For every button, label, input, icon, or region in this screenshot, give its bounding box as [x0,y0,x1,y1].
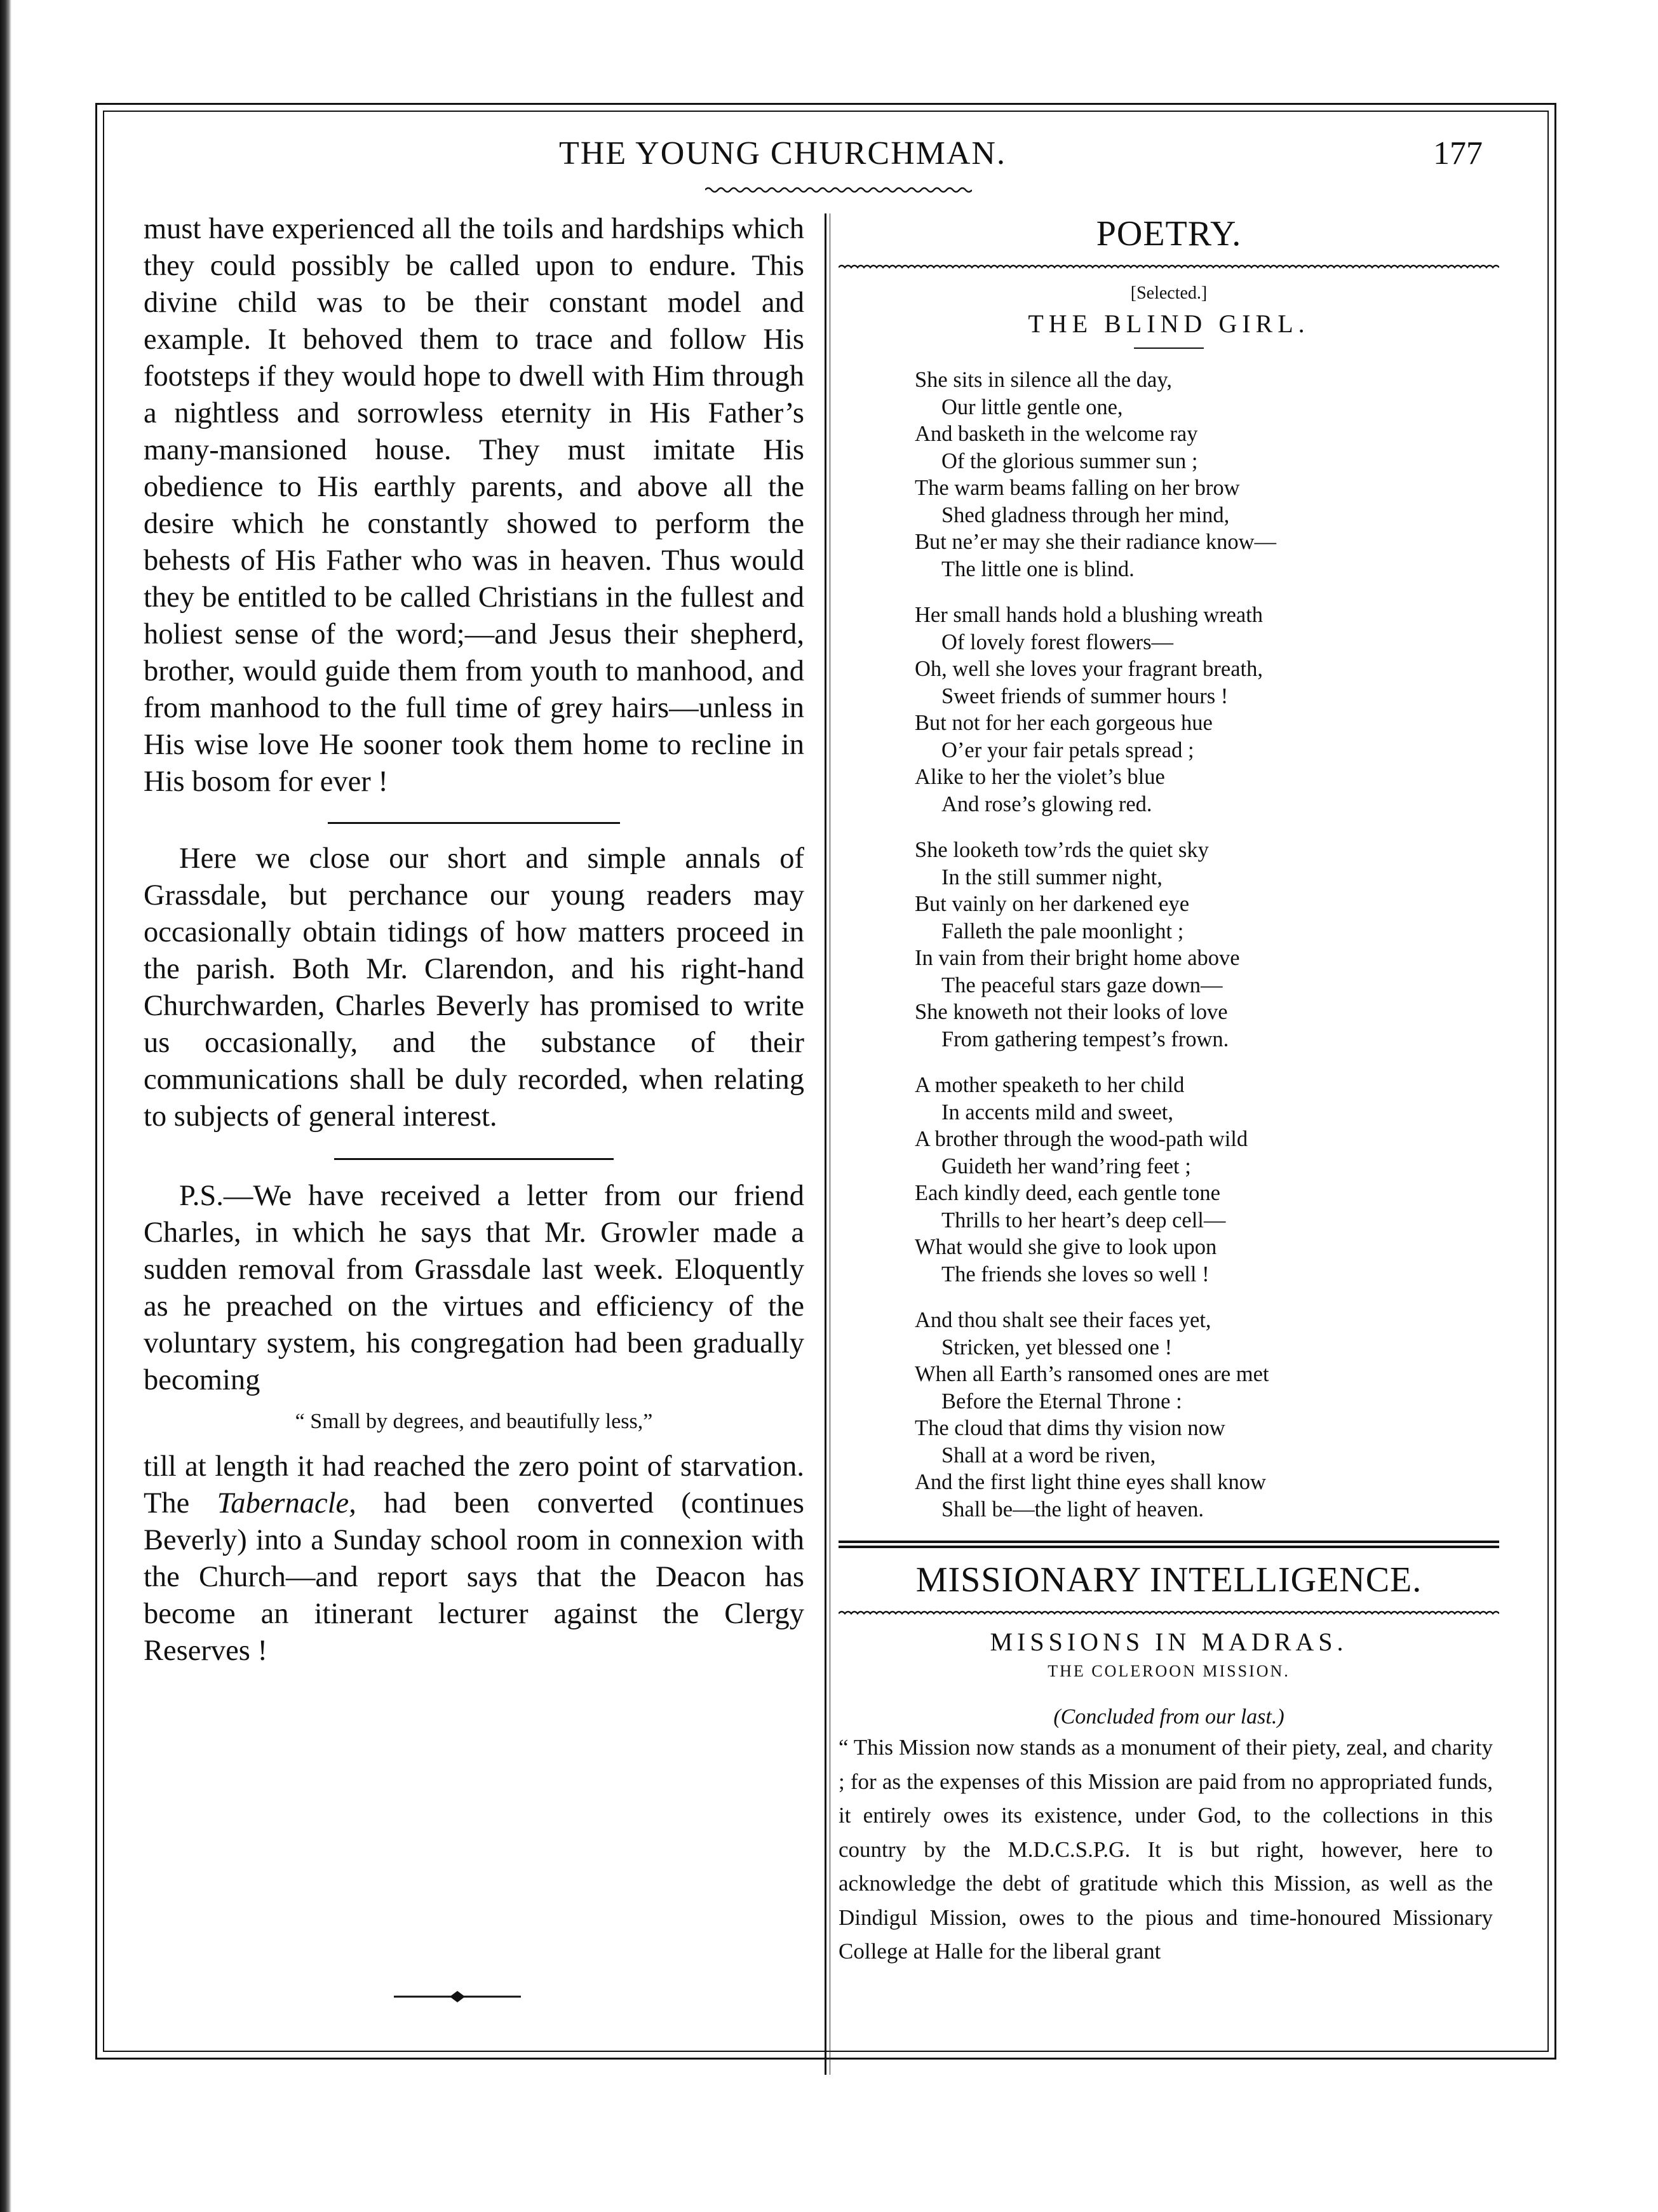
poem-line: She knoweth not their looks of love [915,1000,1228,1024]
poem-body [915,367,1499,1523]
poem-line: Falleth the pale moonlight ; [941,919,1184,943]
poem-line: In vain from their bright home above [915,946,1240,970]
missionary-heading: MISSIONARY INTELLIGENCE. [915,1560,1422,1600]
quotation: “ Small by degrees, and beautifully less,” [295,1410,653,1433]
poem-line: Thrills to her heart’s deep cell— [941,1208,1226,1232]
poem-line: But vainly on her darkened eye [915,892,1190,916]
poem-line: And the first light thine eyes shall know [915,1470,1266,1494]
scan-edge [0,0,11,2212]
poem-line: The friends she loves so well ! [941,1262,1210,1286]
poem-line: Of lovely forest flowers— [941,630,1174,654]
poem-title-rule [1134,347,1204,349]
end-ornament [394,1987,521,2006]
poem-line: Shed gladness through her mind, [941,502,1230,527]
mission-paragraph: “ This Mission now stands as a monument of their piety, zeal, and charity ; for as the expenses of this Mission are paid from no appropriated funds, it entirely owes its existence, under God, to the collections in this country by the M.D.C.S.P.G. It is but right, however, here to acknowledge the debt of gratitude which this Mission, as well as the Dindigul Mission, owes to the pious and time-honoured Missionary College at Halle for the liberal grant [839,1735,1493,1964]
poem-line: And thou shalt see their faces yet, [915,1308,1211,1332]
postscript-paragraph: P.S.—We have received a letter from our friend Charles, in which he says that Mr. Growler made a sudden removal from Grassdale last week. Eloquently as he preached on the virtues and efficiency of the voluntary system, his congregation had been gradually becoming [144,1180,804,1396]
article-paragraph-2: Here we close our short and simple annals of Grassdale, but perchance our young readers may occasionally obtain tidings of how matters proceed in the parish. Both Mr. Clarendon, and his right-hand Churchwarden, Charles Beverly has promised to write us occasionally, and the substance of their communications shall be duly recorded, when relating to subjects of general interest. [144,842,804,1133]
poem-line: A mother speaketh to her child [915,1073,1185,1097]
poem-line: Stricken, yet blessed one ! [941,1335,1173,1359]
poem-line: She looketh tow’rds the quiet sky [915,838,1209,862]
mission-subtitle: THE COLEROON MISSION. [1048,1662,1290,1680]
poem-line: Shall at a word be riven, [941,1443,1156,1467]
postscript-continuation [144,1448,804,1669]
poem-line: Sweet friends of summer hours ! [941,684,1229,708]
poem-stanza-3 [915,837,1499,1053]
concluded-note: (Concluded from our last.) [1053,1705,1284,1729]
poem-line: The cloud that dims thy vision now [915,1416,1225,1440]
missions-title: MISSIONS IN MADRAS. [990,1628,1348,1656]
missionary-wavy-rule [839,1609,1499,1618]
poem-line: Oh, well she loves your fragrant breath, [915,657,1263,681]
section-rule [328,822,620,824]
poem-line: Each kindly deed, each gentle tone [915,1181,1220,1205]
selected-label: [Selected.] [1130,283,1208,303]
poetry-heading: POETRY. [1096,214,1242,253]
poem-line: The warm beams falling on her brow [915,476,1240,500]
poem-line: But not for her each gorgeous hue [915,711,1213,735]
continuation-text-end: had been converted (continues Beverly) into a Sunday school room in connexion with the Church—and report says that the Deacon has become an itinerant lecturer against the Clergy Reserves ! [144,1487,805,1667]
poem-line: But ne’er may she their radiance know— [915,530,1277,554]
poem-stanza-2 [915,602,1499,818]
poem-line: In the still summer night, [941,865,1163,889]
running-head-title: THE YOUNG CHURCHMAN. [559,135,1006,172]
poem-line: Guideth her wand’ring feet ; [941,1154,1191,1178]
poem-line: Before the Eternal Throne : [941,1389,1182,1413]
continuation-text: till at length it had reached the zero point of starvation. The [144,1450,804,1520]
section-double-rule [839,1541,1499,1548]
poem-line: And basketh in the welcome ray [915,422,1198,446]
poem-line: What would she give to look upon [915,1235,1217,1259]
poem-line: Alike to her the violet’s blue [915,765,1165,789]
poem-line: Of the glorious summer sun ; [941,448,1198,473]
column-divider [825,213,826,2075]
poem-line: The peaceful stars gaze down— [941,973,1223,997]
poem-line: O’er your fair petals spread ; [941,738,1194,762]
page-number: 177 [1433,135,1483,172]
poem-line: A brother through the wood-path wild [915,1127,1248,1151]
header-wavy-rule [705,185,972,194]
section-rule [334,1158,614,1160]
poetry-wavy-rule [839,263,1499,272]
article-paragraph-1: must have experienced all the toils and hardships which they could possibly be called upon to endure. This divine child was to be their constant model and example. It behoved them to trace and follow His footsteps if they would hope to dwell with Him through a nightless and sorrowless eternity in His Father’s many-mansioned house. They must imitate His obedience to His earthly parents, and above all the desire which he constantly showed to perform the behests of His Father who was in heaven. Thus would they be entitled to be called Christians in the fullest and holiest sense of the word;—and Jesus their shepherd, brother, would guide them from youth to manhood, and from manhood to the full time of grey hairs—unless in His wise love He sooner took them home to recline in His bosom for ever ! [144,213,804,798]
poem-line: When all Earth’s ransomed ones are met [915,1362,1269,1386]
poem-line: She sits in silence all the day, [915,368,1172,392]
poem-stanza-4 [915,1072,1499,1288]
poem-stanza-1 [915,367,1499,583]
tabernacle-italic: Tabernacle, [217,1487,356,1520]
poem-line: Shall be—the light of heaven. [941,1497,1204,1521]
left-column [144,211,804,1669]
poem-line: The little one is blind. [941,556,1135,581]
poem-line: From gathering tempest’s frown. [941,1027,1229,1051]
poem-stanza-5 [915,1307,1499,1523]
poem-title: THE BLIND GIRL. [1028,309,1310,338]
poem-line: Her small hands hold a blushing wreath [915,603,1264,627]
poem-line: Our little gentle one, [941,395,1123,419]
right-column [839,211,1499,1969]
poem-line: And rose’s glowing red. [941,792,1152,816]
poem-line: In accents mild and sweet, [941,1100,1173,1124]
